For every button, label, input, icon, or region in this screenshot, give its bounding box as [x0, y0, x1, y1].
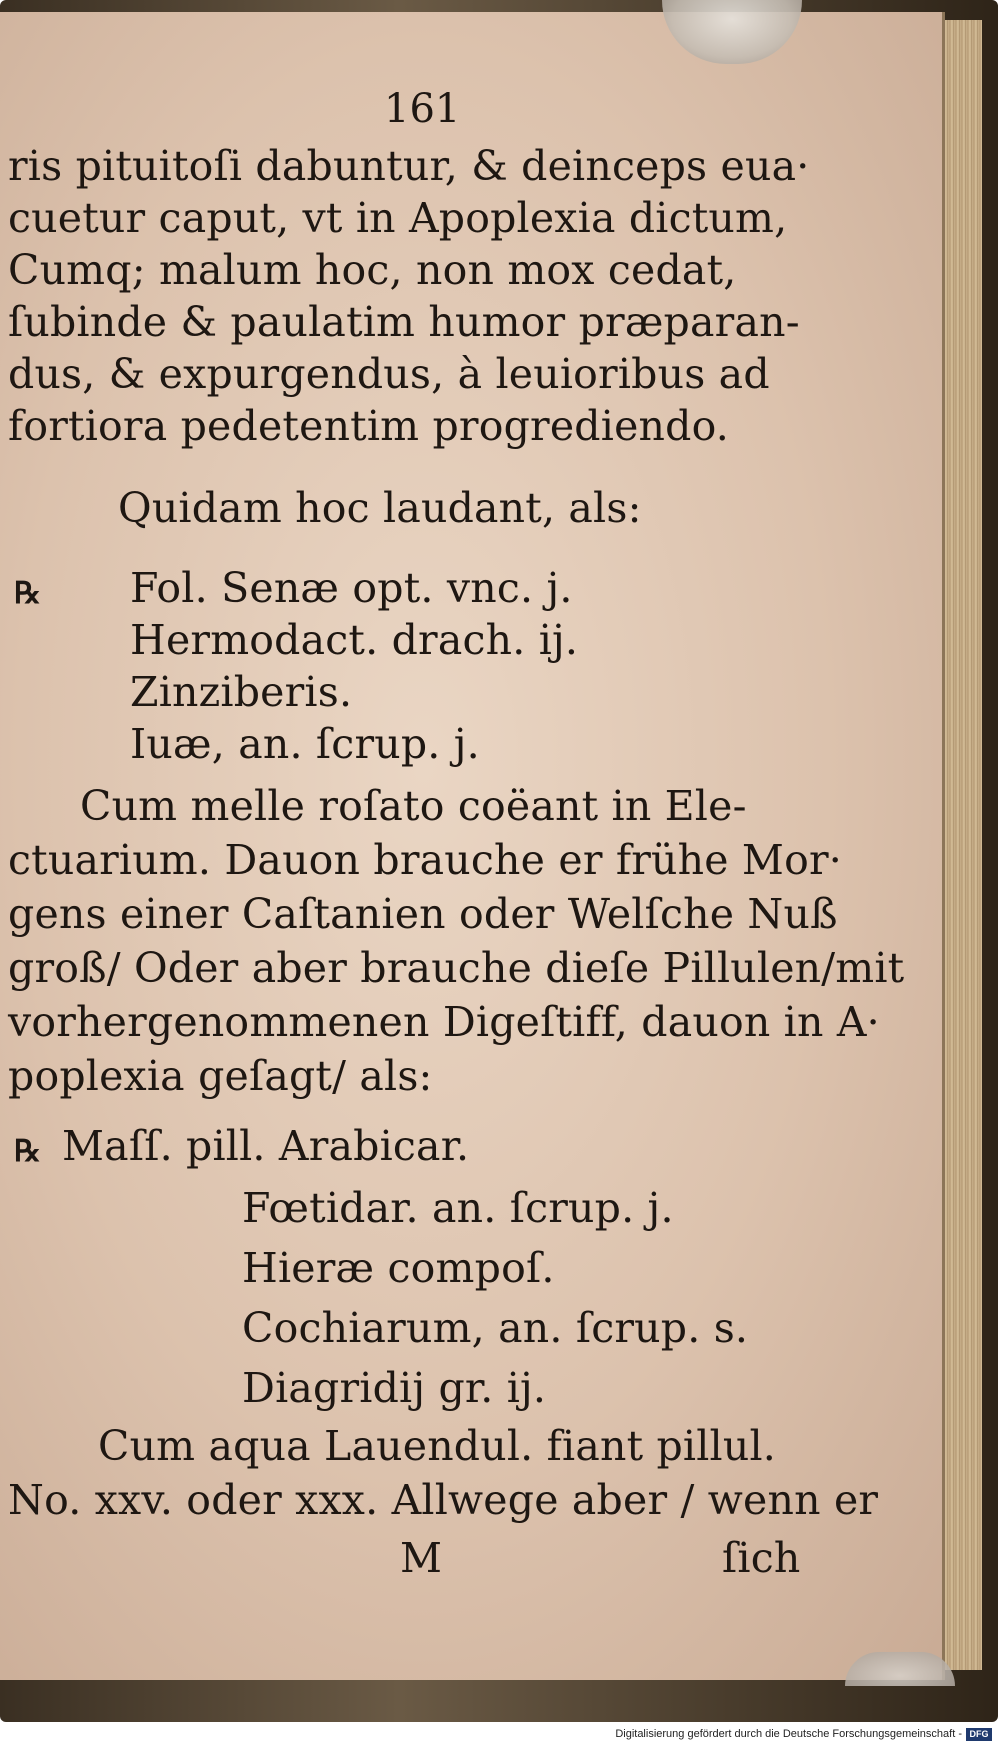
page-clip-bottom [845, 1652, 955, 1686]
catchword: ſich [722, 1534, 801, 1582]
text-line: Cumq; malum hoc, non mox cedat, [8, 246, 737, 294]
text-line: No. xxv. oder xxx. Allwege aber / wenn er [8, 1476, 879, 1524]
text-line: ctuarium. Dauon brauche er frühe Mor· [8, 836, 843, 884]
dfg-logo: DFG [966, 1728, 992, 1741]
recipe-line: Zinziberis. [130, 668, 353, 716]
page-stack-edge [942, 20, 982, 1670]
recipe-line: Fol. Senæ opt. vnc. j. [130, 564, 573, 612]
recipe-line: Cochiarum, an. ſcrup. s. [242, 1304, 749, 1352]
text-line: vorhergenommenen Digeſtiff, dauon in A· [8, 998, 880, 1046]
text-line: dus, & expurgendus, à leuioribus ad [8, 350, 770, 398]
text-line: Cum melle roſato coëant in Ele- [80, 782, 747, 830]
book-page [0, 12, 945, 1680]
recipe-line: Iuæ, an. ſcrup. j. [130, 720, 480, 768]
recipe-line: Fœtidar. an. ſcrup. j. [242, 1184, 674, 1232]
recipe-line: Hieræ compoſ. [242, 1244, 555, 1292]
text-line: cuetur caput, vt in Apoplexia dictum, [8, 194, 788, 242]
text-line: groß/ Oder aber brauche dieſe Pillulen/mit [8, 944, 905, 992]
recipe-line: Hermodact. drach. ij. [130, 616, 579, 664]
text-line: Cum aqua Lauendul. fiant pillul. [98, 1422, 777, 1470]
text-line: poplexia geſagt/ als: [8, 1052, 433, 1100]
text-line: ſubinde & paulatim humor præparan- [8, 298, 800, 346]
footer-credit: Digitalisierung gefördert durch die Deutsche Forschungsgemeinschaft - [615, 1728, 962, 1740]
recipe-line: Maſſ. pill. Arabicar. [62, 1122, 470, 1170]
recipe-line: Diagridij gr. ij. [242, 1364, 547, 1412]
recipe-mark: ℞ [14, 576, 42, 611]
text-line: fortiora pedetentim progrediendo. [8, 402, 729, 450]
text-line: Quidam hoc laudant, als: [118, 484, 642, 532]
text-line: ris pituitoſi dabuntur, & deinceps eua· [8, 142, 810, 190]
text-line: gens einer Caſtanien oder Welſche Nuß [8, 890, 838, 938]
page-number: 161 [384, 86, 461, 132]
footer-bar [0, 1722, 1000, 1749]
recipe-mark: ℞ [14, 1134, 42, 1169]
signature-mark: M [400, 1534, 443, 1582]
